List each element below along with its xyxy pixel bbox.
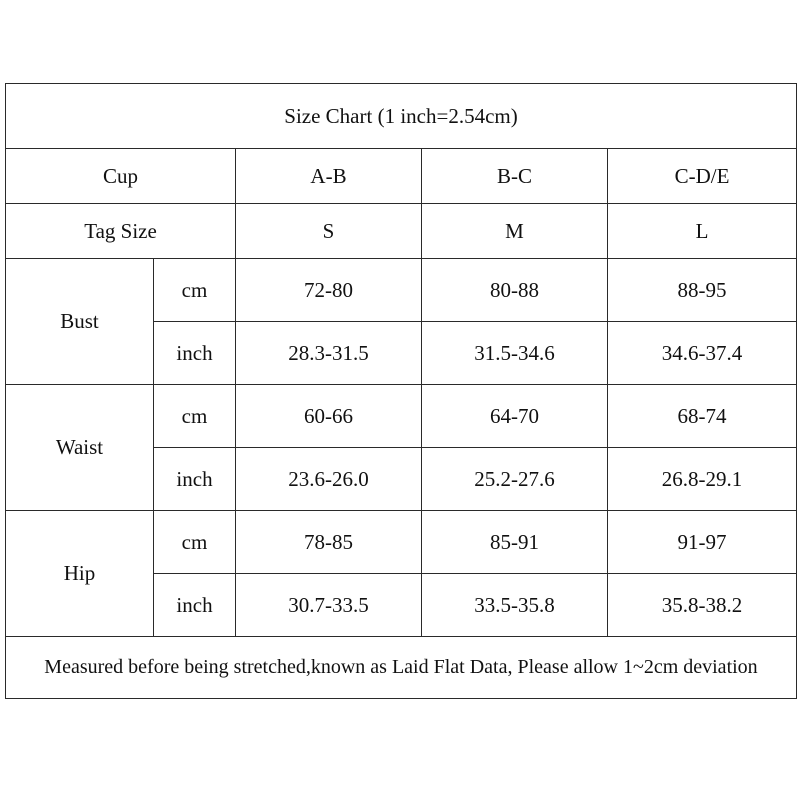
deviation-note: Measured before being stretched,known as Laid Flat Data, Please allow 1~2cm deviation (6, 637, 797, 699)
measurement-cell: 33.5-35.8 (422, 574, 608, 637)
tag-size-value: S (236, 204, 422, 259)
measurement-cell: 23.6-26.0 (236, 448, 422, 511)
chart-title: Size Chart (1 inch=2.54cm) (6, 84, 797, 149)
cup-value: A-B (236, 149, 422, 204)
unit-label: inch (154, 322, 236, 385)
size-chart-table (5, 83, 797, 699)
tag-size-value: L (608, 204, 797, 259)
unit-label: inch (154, 574, 236, 637)
measurement-cell: 35.8-38.2 (608, 574, 797, 637)
cup-label: Cup (6, 149, 236, 204)
cup-row (6, 149, 797, 204)
waist-label: Waist (6, 385, 154, 511)
title-row (6, 84, 797, 149)
hip-cm-row (6, 511, 797, 574)
waist-cm-row (6, 385, 797, 448)
cup-value: C-D/E (608, 149, 797, 204)
measurement-cell: 34.6-37.4 (608, 322, 797, 385)
measurement-cell: 72-80 (236, 259, 422, 322)
measurement-cell: 68-74 (608, 385, 797, 448)
measurement-cell: 78-85 (236, 511, 422, 574)
unit-label: cm (154, 511, 236, 574)
bust-cm-row (6, 259, 797, 322)
hip-label: Hip (6, 511, 154, 637)
tag-size-value: M (422, 204, 608, 259)
measurement-cell: 80-88 (422, 259, 608, 322)
measurement-cell: 88-95 (608, 259, 797, 322)
tag-size-row (6, 204, 797, 259)
measurement-cell: 26.8-29.1 (608, 448, 797, 511)
unit-label: cm (154, 385, 236, 448)
measurement-cell: 91-97 (608, 511, 797, 574)
measurement-cell: 28.3-31.5 (236, 322, 422, 385)
note-row (6, 637, 797, 699)
measurement-cell: 60-66 (236, 385, 422, 448)
measurement-cell: 31.5-34.6 (422, 322, 608, 385)
unit-label: inch (154, 448, 236, 511)
cup-value: B-C (422, 149, 608, 204)
measurement-cell: 30.7-33.5 (236, 574, 422, 637)
measurement-cell: 64-70 (422, 385, 608, 448)
measurement-cell: 25.2-27.6 (422, 448, 608, 511)
measurement-cell: 85-91 (422, 511, 608, 574)
tag-size-label: Tag Size (6, 204, 236, 259)
unit-label: cm (154, 259, 236, 322)
bust-label: Bust (6, 259, 154, 385)
